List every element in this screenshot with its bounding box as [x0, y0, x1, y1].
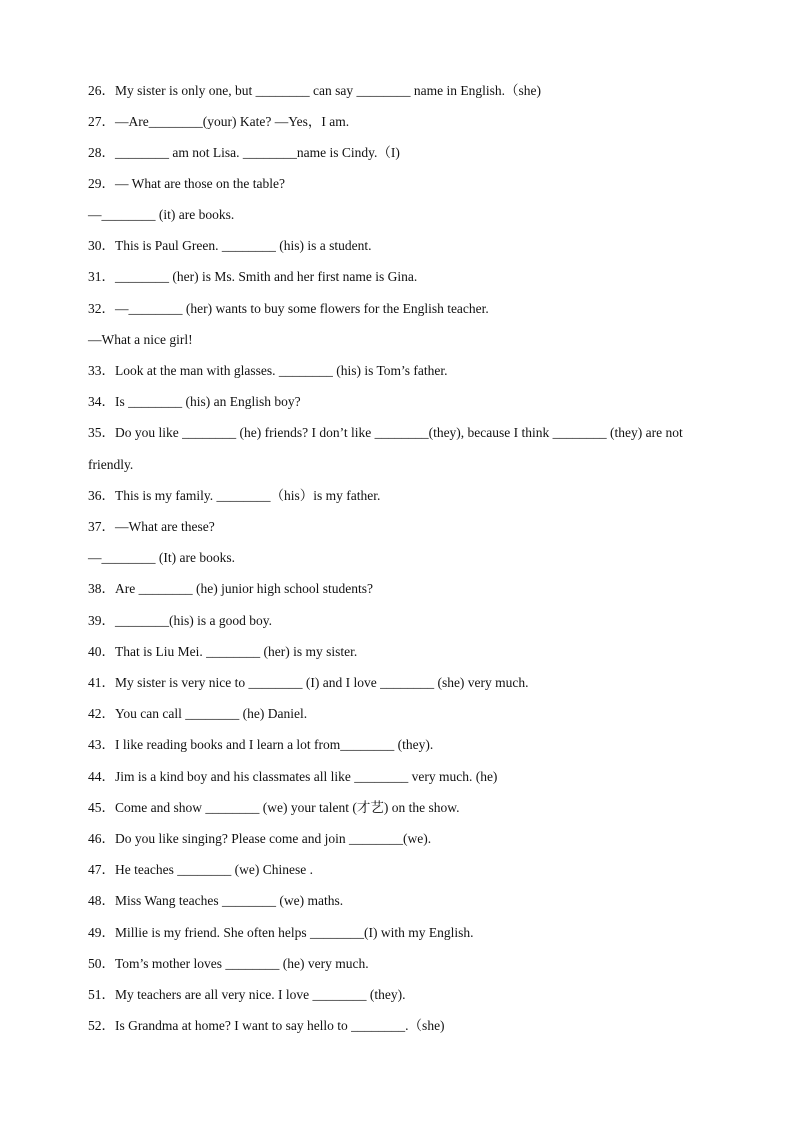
question-31: 31．________ (her) is Ms. Smith and her first name is Gina. [88, 269, 418, 284]
question-29-answer: —________ (it) are books. [88, 207, 235, 222]
question-30: 30．This is Paul Green. ________ (his) is a student. [88, 238, 372, 253]
question-33: 33．Look at the man with glasses. ________ (his) is Tom’s father. [88, 363, 448, 378]
question-42: 42．You can call ________ (he) Daniel. [88, 706, 308, 721]
question-48: 48．Miss Wang teaches ________ (we) maths. [88, 893, 344, 908]
question-37: 37．—What are these? [88, 519, 215, 534]
question-34: 34．Is ________ (his) an English boy? [88, 394, 301, 409]
question-47: 47．He teaches ________ (we) Chinese . [88, 862, 313, 877]
question-35: 35．Do you like ________ (he) friends? I don’t like ________(they), because I think ________ (they) are not [88, 425, 683, 440]
question-40: 40．That is Liu Mei. ________ (her) is my sister. [88, 644, 358, 659]
question-27: 27．—Are________(your) Kate? —Yes，I am. [88, 114, 350, 129]
question-50: 50．Tom’s mother loves ________ (he) very much. [88, 956, 369, 971]
question-51: 51．My teachers are all very nice. I love ________ (they). [88, 987, 406, 1002]
question-43: 43．I like reading books and I learn a lot from________ (they). [88, 737, 434, 752]
question-36: 36．This is my family. ________（his）is my father. [88, 488, 381, 503]
question-44: 44．Jim is a kind boy and his classmates all like ________ very much. (he) [88, 769, 498, 784]
question-49: 49．Millie is my friend. She often helps ________(I) with my English. [88, 925, 474, 940]
question-32-response: —What a nice girl! [88, 332, 193, 347]
question-46: 46．Do you like singing? Please come and join ________(we). [88, 831, 432, 846]
question-28: 28．________ am not Lisa. ________name is Cindy.（I) [88, 145, 400, 160]
question-41: 41．My sister is very nice to ________ (I) and I love ________ (she) very much. [88, 675, 529, 690]
question-32: 32．—________ (her) wants to buy some flowers for the English teacher. [88, 301, 489, 316]
question-37-answer: —________ (It) are books. [88, 550, 235, 565]
question-26: 26．My sister is only one, but ________ can say ________ name in English.（she) [88, 83, 541, 98]
question-39: 39．________(his) is a good boy. [88, 613, 272, 628]
question-45: 45．Come and show ________ (we) your talent (才艺) on the show. [88, 800, 460, 815]
question-29: 29．— What are those on the table? [88, 176, 285, 191]
question-38: 38．Are ________ (he) junior high school students? [88, 581, 373, 596]
question-52: 52．Is Grandma at home? I want to say hello to ________.（she) [88, 1018, 445, 1033]
question-35-continued: friendly. [88, 457, 134, 472]
